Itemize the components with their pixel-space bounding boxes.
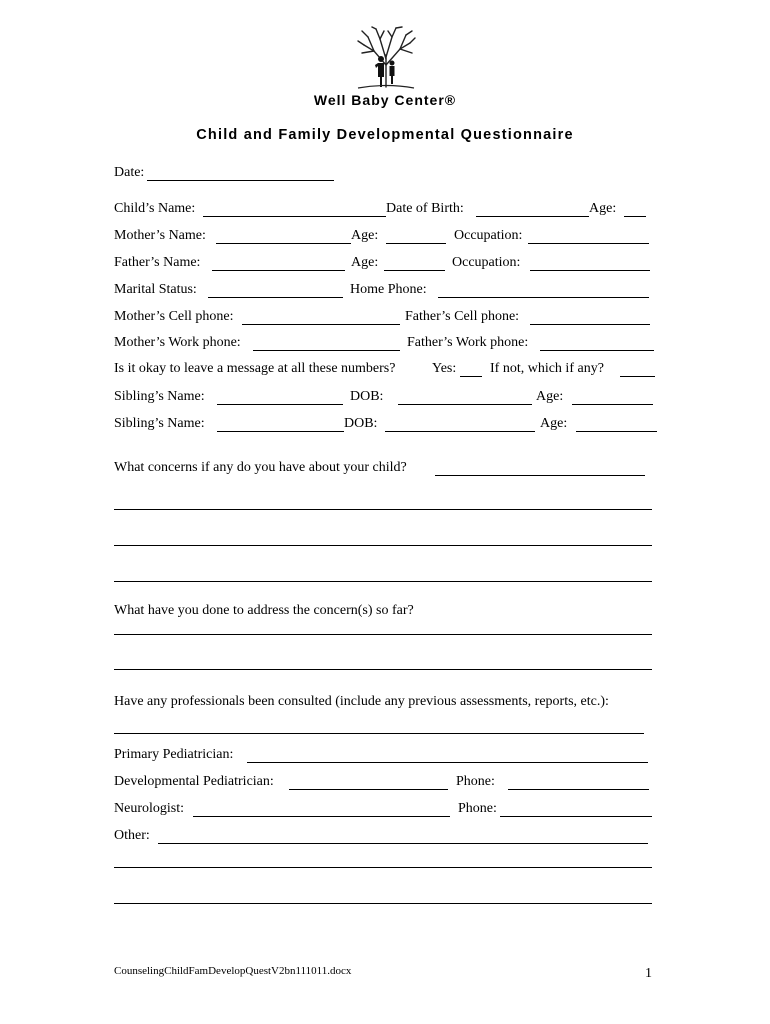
primary-pediatrician-label: Primary Pediatrician:	[114, 747, 234, 762]
fathers-cell-field[interactable]	[530, 324, 650, 325]
childs-name-label: Child’s Name:	[114, 201, 196, 216]
professionals-row	[114, 693, 654, 711]
page-number: 1	[645, 966, 652, 981]
home-phone-label: Home Phone:	[350, 282, 427, 297]
yes-field[interactable]	[460, 376, 482, 377]
professionals-question: Have any professionals been consulted (include any previous assessments, reports, etc.):	[114, 694, 609, 709]
mothers-name-field[interactable]	[216, 243, 351, 244]
organization-name: Well Baby Center®	[313, 92, 457, 108]
mothers-cell-label: Mother’s Cell phone:	[114, 309, 234, 324]
concerns-field[interactable]	[435, 475, 645, 476]
concerns-answer-line[interactable]	[114, 509, 652, 510]
neurologist-phone-field[interactable]	[500, 816, 652, 817]
father-age-label: Age:	[351, 255, 379, 270]
other-answer-line[interactable]	[114, 903, 652, 904]
developmental-phone-label: Phone:	[456, 774, 495, 789]
marital-status-field[interactable]	[208, 297, 343, 298]
mother-row	[114, 227, 654, 245]
if-not-label: If not, which if any?	[490, 361, 604, 376]
child-age-label: Age:	[589, 201, 617, 216]
sibling-name-label: Sibling’s Name:	[114, 416, 205, 431]
mother-age-label: Age:	[351, 228, 379, 243]
sibling-name-field[interactable]	[217, 431, 344, 432]
yes-label: Yes:	[432, 361, 457, 376]
date-field[interactable]	[147, 180, 334, 181]
message-row	[114, 360, 657, 378]
concerns-answer-line[interactable]	[114, 581, 652, 582]
fathers-cell-label: Father’s Cell phone:	[405, 309, 520, 324]
sibling-age-label: Age:	[540, 416, 568, 431]
neurologist-phone-label: Phone:	[458, 801, 497, 816]
other-field[interactable]	[158, 843, 648, 844]
mothers-work-field[interactable]	[253, 350, 400, 351]
neurologist-row	[114, 800, 654, 818]
sibling-dob-label: DOB:	[344, 416, 378, 431]
sibling-name-label: Sibling’s Name:	[114, 389, 205, 404]
developmental-phone-field[interactable]	[508, 789, 649, 790]
mothers-name-label: Mother’s Name:	[114, 228, 206, 243]
concerns-question: What concerns if any do you have about your child?	[114, 460, 407, 475]
primary-pediatrician-field[interactable]	[247, 762, 648, 763]
other-label: Other:	[114, 828, 150, 843]
childs-name-field[interactable]	[203, 216, 386, 217]
developmental-pediatrician-row	[114, 773, 654, 791]
concerns-row	[114, 459, 654, 477]
tree-family-logo	[354, 25, 418, 91]
fathers-work-field[interactable]	[540, 350, 654, 351]
sibling-row	[114, 415, 657, 433]
professionals-answer-line[interactable]	[114, 733, 644, 734]
child-row	[114, 200, 654, 218]
addressed-answer-line[interactable]	[114, 634, 652, 635]
sibling-dob-field[interactable]	[385, 431, 535, 432]
if-not-field[interactable]	[620, 376, 655, 377]
form-title: Child and Family Developmental Questionnaire	[196, 127, 574, 143]
sibling-name-field[interactable]	[217, 404, 343, 405]
cell-phone-row	[114, 308, 654, 326]
message-question-label: Is it okay to leave a message at all these numbers?	[114, 361, 396, 376]
concerns-answer-line[interactable]	[114, 545, 652, 546]
addressed-answer-line[interactable]	[114, 669, 652, 670]
addressed-question: What have you done to address the concern(s) so far?	[114, 603, 414, 618]
date-of-birth-field[interactable]	[476, 216, 589, 217]
fathers-work-label: Father’s Work phone:	[407, 335, 529, 350]
date-of-birth-label: Date of Birth:	[386, 201, 464, 216]
footer-filename: CounselingChildFamDevelopQuestV2bn111011.docx	[114, 965, 352, 977]
neurologist-field[interactable]	[193, 816, 450, 817]
mother-age-field[interactable]	[386, 243, 446, 244]
fathers-name-field[interactable]	[212, 270, 345, 271]
other-row	[114, 827, 654, 845]
other-answer-line[interactable]	[114, 867, 652, 868]
primary-pediatrician-row	[114, 746, 654, 764]
sibling-dob-label: DOB:	[350, 389, 384, 404]
date-label: Date:	[114, 165, 145, 180]
addressed-row	[114, 602, 654, 620]
father-occupation-field[interactable]	[530, 270, 650, 271]
home-phone-field[interactable]	[438, 297, 649, 298]
developmental-pediatrician-field[interactable]	[289, 789, 448, 790]
sibling-age-field[interactable]	[576, 431, 657, 432]
father-row	[114, 254, 654, 272]
sibling-dob-field[interactable]	[398, 404, 532, 405]
father-age-field[interactable]	[384, 270, 445, 271]
work-phone-row	[114, 334, 654, 352]
father-occupation-label: Occupation:	[452, 255, 521, 270]
sibling-row	[114, 388, 657, 406]
child-age-field[interactable]	[624, 216, 646, 217]
mother-occupation-field[interactable]	[528, 243, 649, 244]
sibling-age-field[interactable]	[572, 404, 653, 405]
marital-status-label: Marital Status:	[114, 282, 197, 297]
mothers-work-label: Mother’s Work phone:	[114, 335, 241, 350]
date-row	[114, 164, 654, 182]
fathers-name-label: Father’s Name:	[114, 255, 201, 270]
sibling-age-label: Age:	[536, 389, 564, 404]
developmental-pediatrician-label: Developmental Pediatrician:	[114, 774, 274, 789]
mothers-cell-field[interactable]	[242, 324, 400, 325]
mother-occupation-label: Occupation:	[454, 228, 523, 243]
neurologist-label: Neurologist:	[114, 801, 184, 816]
marital-row	[114, 281, 654, 299]
